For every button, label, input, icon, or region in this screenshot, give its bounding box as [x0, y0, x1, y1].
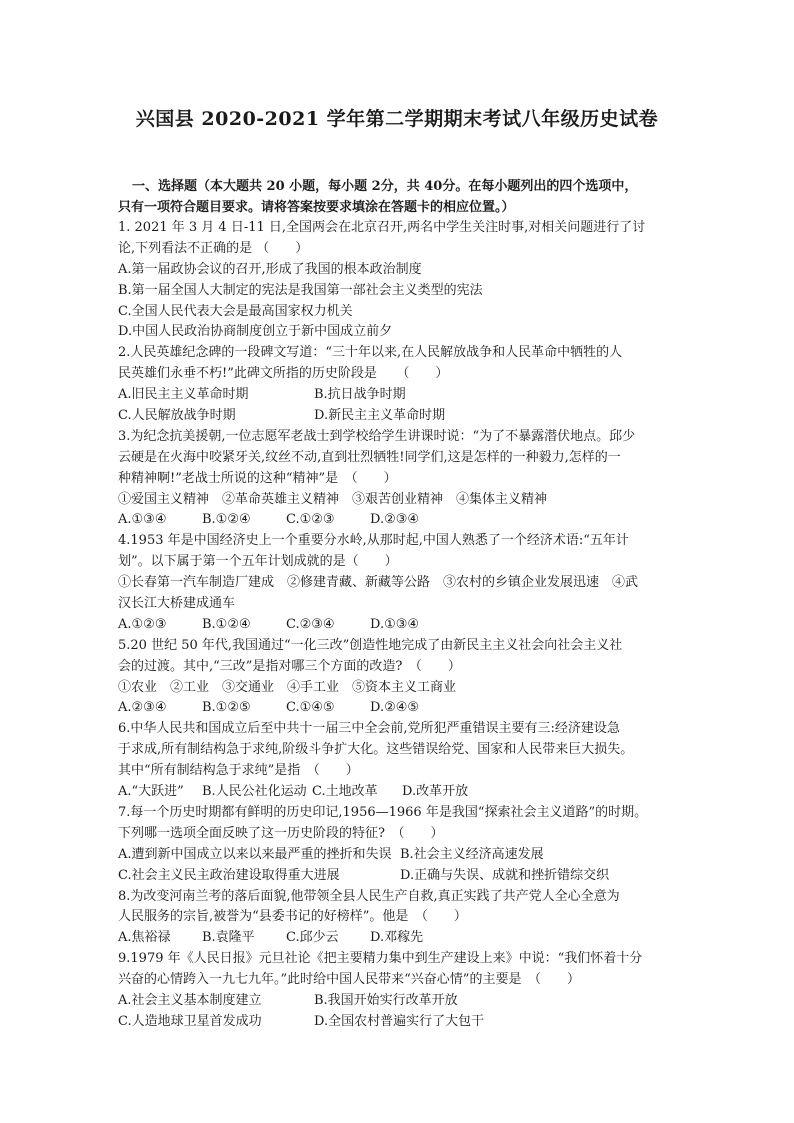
question-stem-line: ①爱国主义精神 ②革命英雄主义精神 ③艰苦创业精神 ④集体主义精神 [118, 491, 548, 507]
question-8 [118, 887, 683, 950]
option-b: B.①②⑤ [202, 700, 251, 716]
option-d: D.邓稼先 [370, 930, 424, 946]
options-row [118, 1012, 683, 1033]
question-stem-line: 6.中华人民共和国成立后至中共十一届三中全会前,党所犯严重错误主要有三:经济建设急 [118, 721, 620, 737]
section-header-line1: 一、选择题（本大题共 20 小题，每小题 2分，共 40分。在每小题列出的四个选项中， [132, 179, 638, 194]
question-stem-line: 云硬是在火海中咬紧牙关,纹丝不动,直到壮烈牺牲!同学们,这是怎样的一种毅力,怎样的一 [118, 449, 621, 465]
option-c: C.土地改革 [312, 784, 378, 800]
question-stem-line: 下列哪一选项全面反映了这一历史阶段的特征? （ ） [118, 825, 444, 841]
question-stem-line: 其中“所有制结构急于求纯”是指 （ ） [118, 763, 359, 779]
options-row [118, 928, 683, 949]
option-a: A.“大跃进” [118, 784, 184, 800]
option-a: A.焦裕禄 [118, 930, 171, 946]
option-c: C.人民解放战争时期 [118, 408, 236, 424]
question-4 [118, 531, 683, 635]
question-stem-line: 1. 2021 年 3 月 4 日-11 日,全国两会在北京召开,两名中学生关注时事,对相关问题进行了讨 [118, 220, 646, 235]
option-c: C.社会主义民主政治建设取得重大进展 [118, 867, 340, 883]
exam-content [118, 176, 683, 1033]
option-b: B.抗日战争时期 [314, 387, 406, 403]
options-row [118, 385, 683, 406]
options-row [118, 782, 683, 803]
question-stem-line: 8.为改变河南兰考的落后面貌,他带领全县人民生产自救,真正实践了共产党人全心全意为 [118, 888, 620, 904]
option-a: A.第一届政协会议的召开,形成了我国的根本政治制度 [118, 261, 422, 277]
question-stem-line: 论,下列看法不正确的是 （ ） [118, 240, 309, 256]
option-c: C.①④⑤ [286, 700, 335, 716]
option-b: B.①②④ [202, 616, 251, 632]
option-d: D.全国农村普遍实行了大包干 [314, 1013, 485, 1029]
question-7 [118, 803, 683, 887]
question-stem-line: 划”。以下属于第一个五年计划成就的是（ ） [118, 554, 398, 570]
question-stem-line: ①长春第一汽车制造厂建成 ②修建青藏、新藏等公路 ③农村的乡镇企业发展迅速 ④武 [118, 575, 639, 591]
question-5 [118, 636, 683, 720]
option-d: D.改革开放 [402, 784, 469, 800]
question-3 [118, 427, 683, 531]
question-stem-line: 会的过渡。其中,“三改”是指对哪三个方面的改造? （ ） [118, 658, 461, 674]
question-stem-line: 民英雄们永垂不朽!”此碑文所指的历史阶段是 （ ） [118, 366, 449, 382]
question-stem-line: 7.每一个历史时期都有鲜明的历史印记,1956—1966 年是我国“探索社会主义道路”的时期。 [118, 804, 648, 820]
option-b: B.人民公社化运动 [202, 784, 307, 800]
question-stem-line: 2.人民英雄纪念碑的一段碑文写道：“三十年以来,在人民解放战争和人民革命中牺牲的人 [118, 345, 623, 361]
question-6 [118, 719, 683, 803]
options-row [118, 406, 683, 427]
option-a: A.①③④ [118, 512, 167, 528]
question-stem-line: 人民服务的宗旨,被誉为“县委书记的好榜样”。他是 （ ） [118, 909, 467, 925]
option-b: B.社会主义经济高速发展 [400, 846, 544, 862]
option-c: C.①②③ [286, 512, 335, 528]
question-stem-line: 5.20 世纪 50 年代,我国通过“一化三改”创造性地完成了由新民主主义社会向社会主义社 [118, 637, 623, 653]
option-a: A.旧民主主义革命时期 [118, 387, 249, 403]
option-c: C.邱少云 [286, 930, 339, 946]
question-1 [118, 218, 683, 343]
option-a: A.②③④ [118, 700, 167, 716]
options-row [118, 615, 683, 636]
option-a: A.遭到新中国成立以来以来最严重的挫折和失误 [118, 846, 392, 862]
options-row [118, 510, 683, 531]
options-row [118, 845, 683, 866]
option-c: C.全国人民代表大会是最高国家权力机关 [118, 303, 353, 319]
option-b: B.我国开始实行改革开放 [314, 992, 458, 1008]
option-c: C.人造地球卫星首发成功 [118, 1013, 262, 1029]
option-d: D.中国人民政治协商制度创立于新中国成立前夕 [118, 324, 393, 340]
question-stem-line: ①农业 ②工业 ③交通业 ④手工业 ⑤资本主义工商业 [118, 679, 457, 695]
options-row [118, 698, 683, 719]
option-c: C.②③④ [286, 616, 335, 632]
option-a: A.①②③ [118, 616, 167, 632]
options-row [118, 991, 683, 1012]
option-a: A.社会主义基本制度建立 [118, 992, 262, 1008]
question-stem-line: 9.1979 年《人民日报》元旦社论《把主要精力集中到生产建设上来》中说：“我们怀着十分 [118, 951, 643, 967]
option-b: B.第一届全国人大制定的宪法是我国第一部社会主义类型的宪法 [118, 282, 483, 298]
exam-title: 兴国县 2020-2021 学年第二学期期末考试八年级历史试卷 [135, 108, 659, 130]
option-b: B.①②④ [202, 512, 251, 528]
question-stem-line: 兴奋的心情跨入一九七九年。”此时给中国人民带来“兴奋心情”的主要是 （ ） [118, 972, 580, 988]
question-stem-line: 3.为纪念抗美援朝,一位志愿军老战士到学校给学生讲课时说：“为了不暴露潜伏地点。邱少 [118, 428, 636, 444]
option-d: D.①③④ [370, 616, 420, 632]
question-stem-line: 汉长江大桥建成通车 [118, 596, 236, 612]
question-stem-line: 4.1953 年是中国经济史上一个重要分水岭,从那时起,中国人熟悉了一个经济术语:“五年计 [118, 533, 629, 549]
section-header-line2: 只有一项符合题目要求。请将答案按要求填涂在答题卡的相应位置。） [118, 200, 515, 215]
question-9 [118, 949, 683, 1033]
option-b: B.袁隆平 [202, 930, 255, 946]
question-2 [118, 343, 683, 427]
question-stem-line: 种精神啊!”老战士所说的这种“精神”是 （ ） [118, 470, 397, 486]
options-row [118, 866, 683, 887]
option-d: D.②④⑤ [370, 700, 420, 716]
question-stem-line: 于求成,所有制结构急于求纯,阶级斗争扩大化。这些错误给党、国家和人民带来巨大损失。 [118, 742, 634, 758]
option-d: D.新民主主义革命时期 [314, 408, 446, 424]
option-d: D.正确与失误、成就和挫折错综交织 [400, 867, 610, 883]
option-d: D.②③④ [370, 512, 420, 528]
